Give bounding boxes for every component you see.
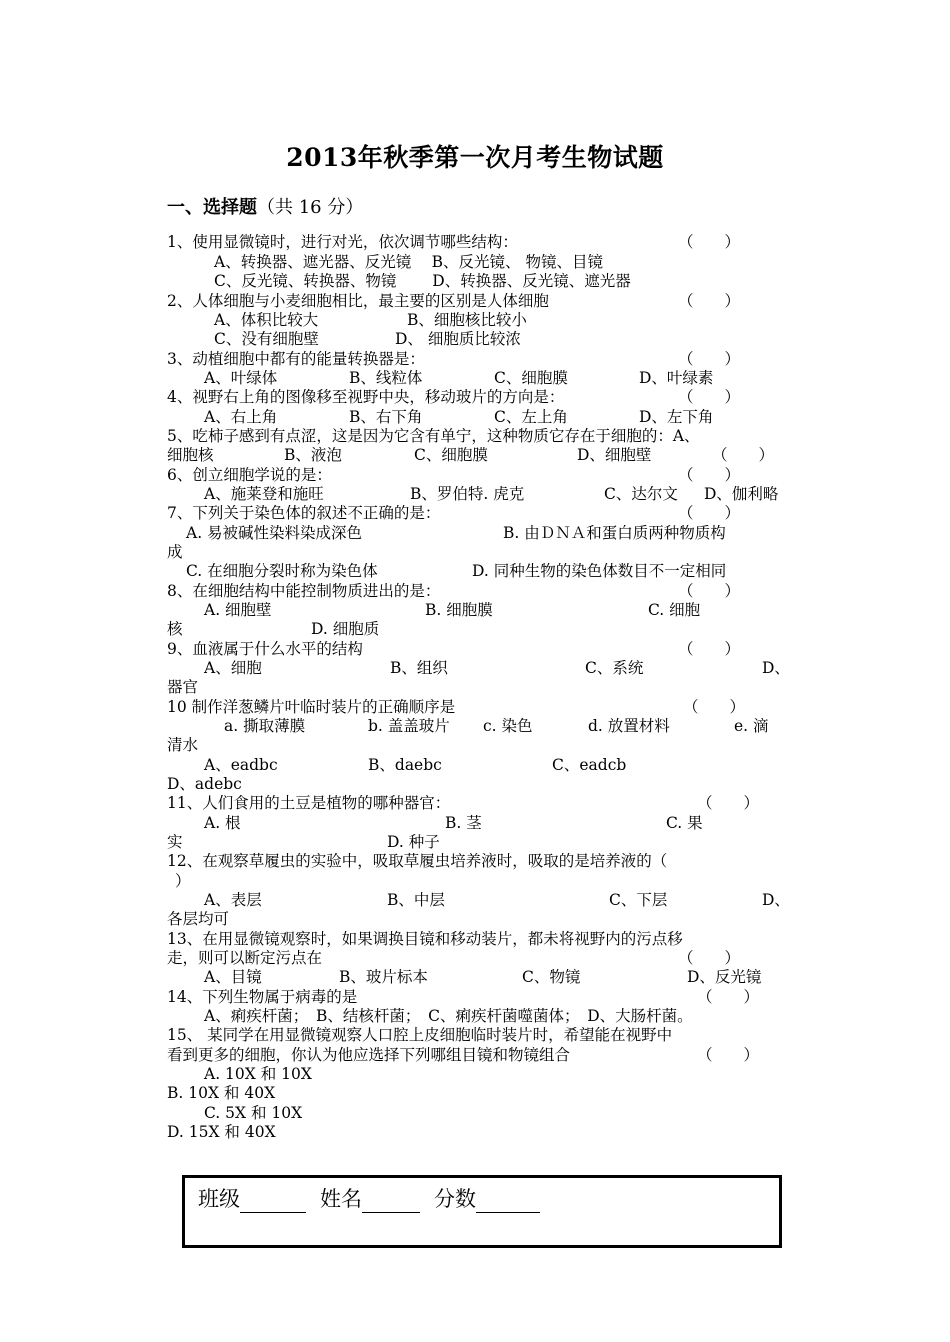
question-text-line: C、下层	[609, 891, 668, 909]
question-text-line: （ ）	[697, 988, 760, 1006]
question-text-line: A. 易被碱性染料染成深色	[186, 524, 363, 542]
question-text-line: （ ）	[683, 698, 746, 716]
question-text-line: 4、视野右上角的图像移至视野中央，移动玻片的方向是：	[167, 388, 565, 406]
question-text-line: A、目镜	[204, 968, 262, 986]
question-text-line: A、eadbc	[204, 756, 278, 774]
question-text-line: D. 种子	[387, 833, 440, 851]
question-text-line: C、左上角	[494, 408, 568, 426]
section-title: 一、选择题	[167, 197, 257, 218]
question-text-line: 12、在观察草履虫的实验中，吸取草履虫培养液时，吸取的是培养液的（	[167, 852, 668, 870]
question-text-line: B、液泡	[284, 446, 342, 464]
question-text-line: 清水	[167, 736, 199, 754]
question-text-line: B、daebc	[368, 756, 442, 774]
question-text-line: D. 细胞质	[311, 620, 380, 638]
question-text-line: D、反光镜	[687, 968, 762, 986]
question-text-line: A、施莱登和施旺	[204, 485, 324, 503]
question-text-line: B. 细胞膜	[425, 601, 493, 619]
question-text-line: A、表层	[204, 891, 262, 909]
question-text-line: 9、血液属于什么水平的结构	[167, 640, 363, 658]
score-label: 分数	[434, 1187, 476, 1211]
question-text-line: 2、人体细胞与小麦细胞相比，最主要的区别是人体细胞	[167, 292, 549, 310]
question-text-line: 11、人们食用的土豆是植物的哪种器官：	[167, 794, 451, 812]
question-text-line: d. 放置材料	[588, 717, 670, 735]
question-text-line: （ ）	[678, 949, 741, 967]
name-label: 姓名	[320, 1187, 362, 1211]
question-text-line: B、罗伯特. 虎克	[410, 485, 525, 503]
question-text-line: 看到更多的细胞，你认为他应选择下列哪组目镜和物镜组合	[167, 1046, 571, 1064]
question-text-line: c. 染色	[483, 717, 533, 735]
question-text-line: D、细胞壁	[577, 446, 652, 464]
question-text-line: C、系统	[585, 659, 644, 677]
question-text-line: （ ）	[678, 640, 741, 658]
question-text-line: C. 5X 和 10X	[204, 1104, 303, 1122]
page-title: 2013年秋季第一次月考生物试题	[286, 143, 664, 172]
student-info-line	[198, 1183, 540, 1213]
question-text-line: D、伽利略	[704, 485, 779, 503]
question-text-line: C、没有细胞壁	[214, 330, 319, 348]
question-text-line: B. 由ＤＮＡ和蛋白质两种物质构	[503, 524, 726, 542]
question-text-line: D、左下角	[639, 408, 714, 426]
question-text-line: A、叶绿体	[204, 369, 278, 387]
question-text-line: 实	[167, 833, 183, 851]
question-text-line: 7、下列关于染色体的叙述不正确的是：	[167, 504, 441, 522]
question-text-line: C、反光镜、转换器、物镜 D、转换器、反光镜、遮光器	[214, 272, 631, 290]
question-text-line: B、右下角	[349, 408, 423, 426]
question-text-line: （ ）	[697, 1046, 760, 1064]
question-text-line: 8、在细胞结构中能控制物质进出的是：	[167, 582, 441, 600]
question-text-line: A、右上角	[204, 408, 278, 426]
question-text-line: 15、 某同学在用显微镜观察人口腔上皮细胞临时装片时，希望能在视野中	[167, 1026, 673, 1044]
question-text-line: A、体积比较大	[214, 311, 319, 329]
question-text-line: 器官	[167, 678, 199, 696]
question-text-line: B、线粒体	[349, 369, 423, 387]
question-text-line: 14、下列生物属于病毒的是	[167, 988, 358, 1006]
question-text-line: 走，则可以断定污点在	[167, 949, 323, 967]
question-text-line: B、组织	[390, 659, 448, 677]
name-field[interactable]	[362, 1190, 420, 1213]
question-text-line: D、	[762, 891, 790, 909]
class-field[interactable]	[240, 1190, 306, 1213]
question-text-line: 成	[167, 543, 183, 561]
question-text-line: ）	[175, 872, 191, 890]
question-text-line: D、	[762, 659, 790, 677]
question-text-line: D、adebc	[167, 775, 242, 793]
section-note: （共 16 分）	[257, 197, 364, 218]
question-text-line: 1、使用显微镜时，进行对光，依次调节哪些结构：	[167, 233, 518, 251]
question-text-line: C、细胞膜	[414, 446, 488, 464]
question-text-line: （ ）	[678, 233, 741, 251]
question-text-line: 核	[167, 620, 183, 638]
question-text-line: （ ）	[712, 446, 775, 464]
question-text-line: C、细胞膜	[494, 369, 568, 387]
question-text-line: A、转换器、遮光器、反光镜 B、反光镜、 物镜、目镜	[214, 253, 603, 271]
question-text-line: 各层均可	[167, 910, 230, 928]
question-text-line: A、痢疾杆菌； B、结核杆菌； C、痢疾杆菌噬菌体； D、大肠杆菌。	[204, 1007, 693, 1025]
question-text-line: D、 细胞质比较浓	[395, 330, 521, 348]
question-text-line: 6、创立细胞学说的是：	[167, 466, 332, 484]
class-label: 班级	[198, 1187, 240, 1211]
question-text-line: A. 根	[204, 814, 241, 832]
question-text-line: C、达尔文	[604, 485, 678, 503]
question-text-line: C. 细胞	[648, 601, 701, 619]
question-text-line: A. 细胞壁	[204, 601, 272, 619]
question-text-line: 10 制作洋葱鳞片叶临时装片的正确顺序是	[167, 698, 456, 716]
question-text-line: C、物镜	[522, 968, 581, 986]
question-text-line: 3、动植细胞中都有的能量转换器是：	[167, 350, 425, 368]
question-text-line: B、细胞核比较小	[407, 311, 527, 329]
question-text-line: （ ）	[678, 388, 741, 406]
question-text-line: 5、吃柿子感到有点涩，这是因为它含有单宁，这种物质它存在于细胞的：A、	[167, 427, 700, 445]
section-heading	[167, 193, 363, 219]
question-text-line: 13、在用显微镜观察时，如果调换目镜和移动装片，都未将视野内的污点移	[167, 930, 683, 948]
question-text-line: （ ）	[678, 292, 741, 310]
question-text-line: （ ）	[697, 794, 760, 812]
score-field[interactable]	[476, 1190, 540, 1213]
question-text-line: C、eadcb	[552, 756, 627, 774]
question-text-line: B、中层	[387, 891, 445, 909]
question-text-line: A. 10X 和 10X	[204, 1065, 312, 1083]
question-text-line: b. 盖盖玻片	[368, 717, 450, 735]
question-text-line: C. 果	[666, 814, 703, 832]
question-text-line: 细胞核	[167, 446, 214, 464]
question-text-line: D. 15X 和 40X	[167, 1123, 276, 1141]
question-text-line: D、叶绿素	[639, 369, 714, 387]
question-text-line: （ ）	[678, 504, 741, 522]
question-text-line: C. 在细胞分裂时称为染色体	[186, 562, 378, 580]
question-text-line: B、玻片标本	[339, 968, 428, 986]
question-text-line: A、细胞	[204, 659, 262, 677]
question-text-line: B. 10X 和 40X	[167, 1084, 276, 1102]
question-text-line: e. 滴	[734, 717, 769, 735]
question-text-line: a. 撕取薄膜	[224, 717, 306, 735]
question-text-line: B. 茎	[445, 814, 482, 832]
question-text-line: （ ）	[678, 582, 741, 600]
question-text-line: D. 同种生物的染色体数目不一定相同	[472, 562, 727, 580]
question-text-line: （ ）	[678, 350, 741, 368]
question-text-line: （ ）	[678, 466, 741, 484]
